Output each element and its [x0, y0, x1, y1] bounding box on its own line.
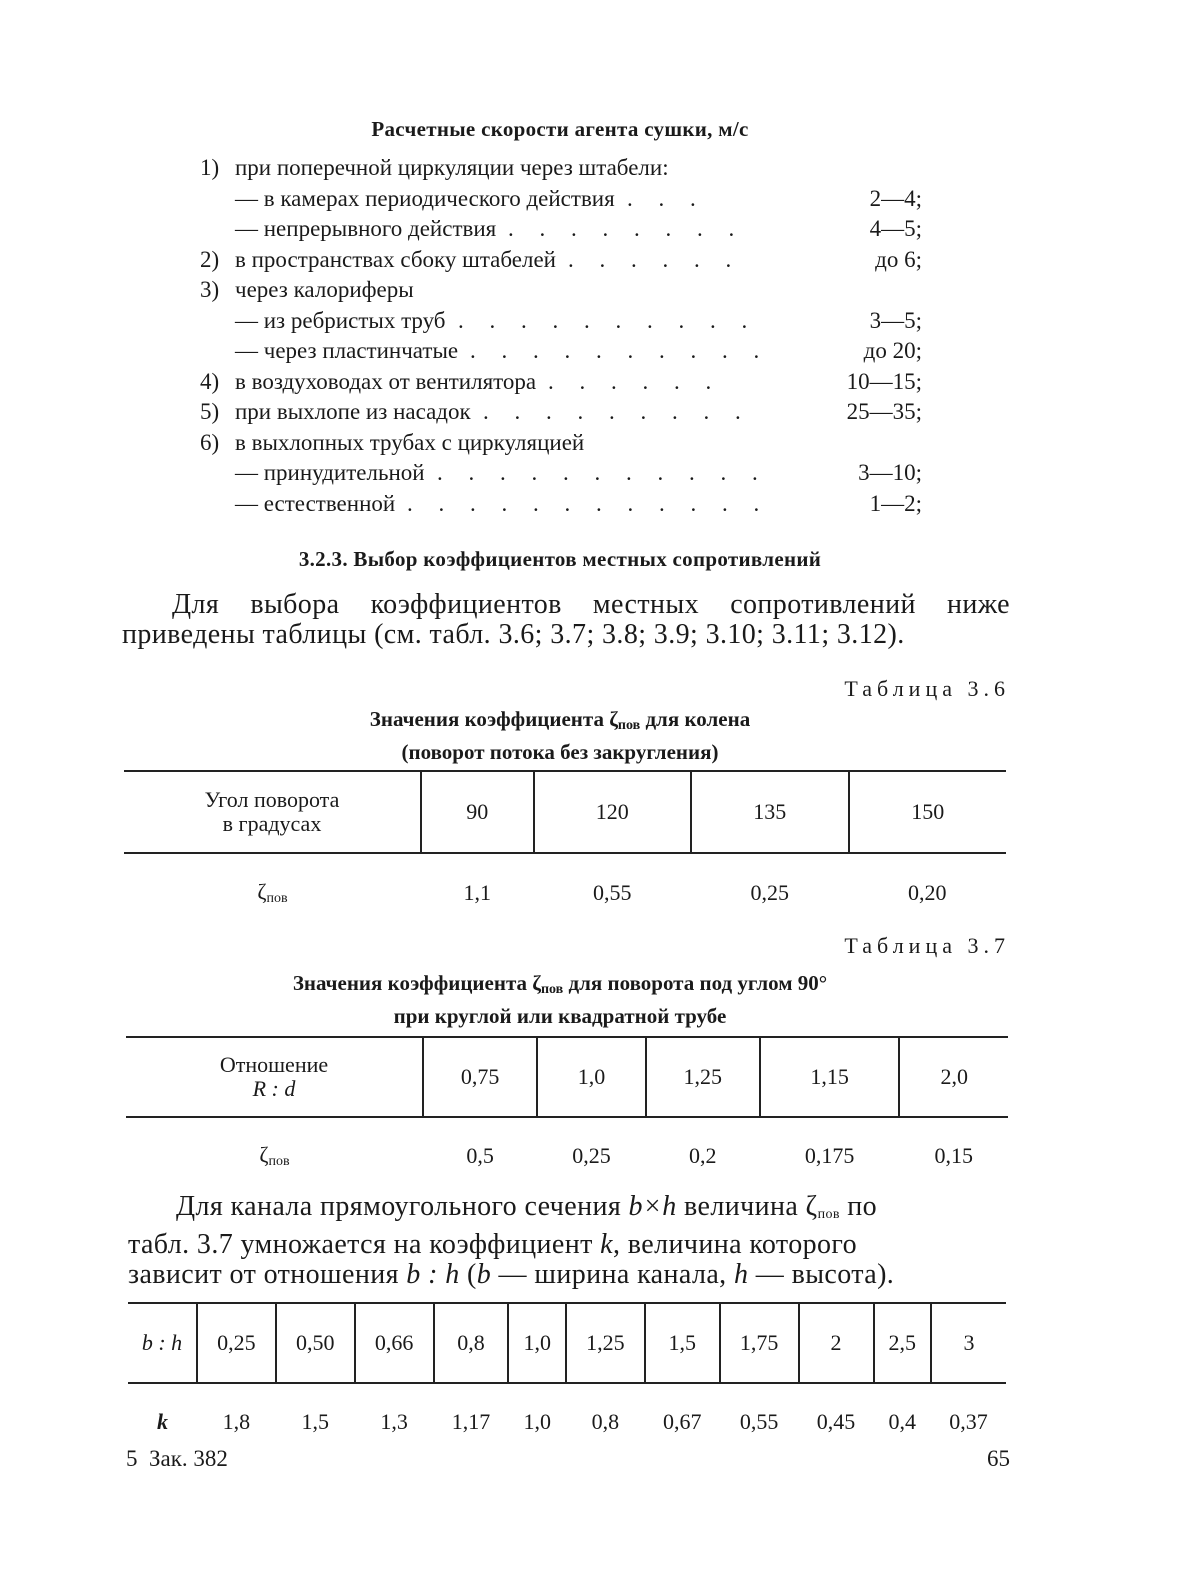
speed-row — [200, 491, 960, 522]
speed-row-text: через калориферы — [235, 277, 414, 302]
speed-row-number: 2) — [200, 246, 220, 272]
table36-header-cell: 90 — [421, 771, 534, 853]
table37-title — [0, 970, 1120, 1029]
para2-var: h — [733, 1259, 749, 1290]
table36-head-label — [124, 771, 421, 853]
speed-row — [200, 277, 960, 308]
table37-header-cell: 1,0 — [537, 1037, 646, 1117]
para2-text: ( — [459, 1259, 477, 1290]
tablek-value-cell: 0,45 — [816, 1408, 856, 1434]
table36 — [124, 770, 1006, 931]
para2-var: k — [600, 1229, 613, 1260]
table36-head-label-line2: в градусах — [222, 811, 322, 836]
speed-row-value: до 6; — [875, 246, 922, 272]
tablek-value-cell: 1,3 — [380, 1408, 408, 1434]
speed-row-text: — непрерывного действия — [235, 216, 497, 241]
tablek-value-cell: 0,37 — [949, 1408, 988, 1434]
speed-row — [200, 186, 960, 217]
tablek-header-cell: 0,66 — [355, 1303, 434, 1383]
paragraph-channel — [128, 1192, 1008, 1290]
tablek-value-cell: 0,4 — [888, 1408, 916, 1434]
table37-header-cell: 1,25 — [646, 1037, 760, 1117]
para2-text: по — [839, 1191, 878, 1222]
speed-row-value: 4—5; — [869, 216, 922, 241]
para2-var: b — [476, 1259, 492, 1290]
leader-dots: . . . . . . . . . . . . — [407, 490, 770, 516]
table36-title-line2: (поворот потока без закругления) — [401, 740, 719, 764]
table37-title-start: Значения коэффициента ζ — [292, 971, 541, 995]
table36-title — [0, 706, 1120, 765]
para2-text: табл. 3.7 умножается на коэффициент — [128, 1229, 601, 1260]
table37-caption: Таблица 3.7 — [844, 933, 1010, 958]
tablek-value-cell: 0,67 — [662, 1408, 702, 1434]
table37-value-cell: 0,15 — [934, 1142, 973, 1168]
section-heading: 3.2.3. Выбор коэффициентов местных сопротивлений — [298, 547, 822, 571]
para2-var: b×h — [628, 1191, 677, 1222]
leader-dots: . . . . . . . . . — [483, 399, 751, 424]
tablek-header-cell: 1,75 — [720, 1303, 799, 1383]
para2-text: зависит от отношения — [128, 1259, 407, 1290]
speed-row-text: — естественной — [235, 490, 396, 516]
speed-row-text: при поперечной циркуляции через штабели: — [235, 155, 669, 180]
table37-header-cell: 2,0 — [899, 1037, 1008, 1117]
tablek-header-cell: 0,25 — [197, 1303, 276, 1383]
table37-title-sub: пов — [540, 982, 564, 997]
table37-header-cell: 0,75 — [423, 1037, 537, 1117]
tablek-header-cell: 0,50 — [276, 1303, 355, 1383]
speed-row — [200, 216, 960, 247]
zeta-symbol: ζ — [259, 1141, 269, 1167]
table36-head-label-line1: Угол поворота — [204, 787, 340, 812]
table37-head-label-line1: Отношение — [219, 1052, 329, 1077]
para2-text: — ширина канала, — [491, 1259, 734, 1290]
leader-dots: . . . . . . — [568, 246, 742, 272]
speed-row — [200, 460, 960, 491]
table36-value-cell: 0,25 — [750, 879, 789, 905]
leader-dots: . . . . . . . . . . . — [437, 460, 768, 485]
speed-row-text: — из ребристых труб — [235, 307, 446, 333]
table37 — [126, 1036, 1008, 1193]
table36-value-cell: 0,55 — [593, 879, 632, 905]
tablek-header-cell: 2 — [799, 1303, 874, 1383]
leader-dots: . . . . . . . . . . — [458, 307, 758, 333]
table37-value-cell: 0,2 — [689, 1142, 717, 1168]
tablek-row-label: k — [157, 1408, 168, 1434]
tablek-value-cell: 1,5 — [301, 1408, 330, 1434]
speed-row — [200, 247, 960, 278]
para2-text: , величина которого — [613, 1229, 857, 1260]
speed-row — [200, 399, 960, 430]
table-k — [128, 1302, 1006, 1459]
tablek-value-cell: 1,0 — [523, 1408, 551, 1434]
speed-row-value: 25—35; — [846, 399, 922, 424]
table36-title-end: для колена — [640, 707, 751, 731]
table36-value-cell: 1,1 — [463, 879, 491, 905]
tablek-header-cell: 2,5 — [874, 1303, 931, 1383]
table36-header-cell: 120 — [534, 771, 692, 853]
speed-row-number: 3) — [200, 277, 220, 302]
table37-value-cell: 0,25 — [572, 1142, 611, 1168]
leader-dots: . . . — [627, 185, 706, 211]
tablek-value-cell: 1,17 — [451, 1408, 491, 1434]
speed-row — [200, 338, 960, 369]
tablek-value-cell: 1,8 — [222, 1408, 251, 1434]
tablek-head-label: b : h — [128, 1303, 197, 1383]
table37-value-cell: 0,175 — [804, 1142, 855, 1168]
tablek-header-cell: 1,5 — [645, 1303, 720, 1383]
leader-dots: . . . . . . . . . . — [470, 338, 770, 363]
speed-row-value: 10—15; — [846, 368, 922, 394]
para2-text: — высота). — [748, 1259, 895, 1290]
tablek-header-cell: 1,0 — [508, 1303, 565, 1383]
para2-text: Для канала прямоугольного сечения — [176, 1191, 629, 1222]
table36-caption: Таблица 3.6 — [844, 676, 1010, 701]
speed-row-value: 1—2; — [869, 490, 922, 516]
table37-row-label — [126, 1117, 423, 1193]
page-number: 65 — [987, 1446, 1010, 1471]
speed-row-text: — принудительной — [235, 460, 425, 485]
speed-row-value: 3—10; — [858, 460, 922, 485]
table37-header-cell: 1,15 — [760, 1037, 900, 1117]
speed-row — [200, 155, 960, 186]
speeds-title: Расчетные скорости агента сушки, м/с — [371, 117, 749, 141]
table36-header-cell: 150 — [849, 771, 1007, 853]
speed-row-value: до 20; — [863, 338, 922, 363]
speed-row — [200, 369, 960, 400]
tablek-value-cell: 0,55 — [739, 1408, 779, 1434]
speed-row-text: в пространствах сбоку штабелей — [235, 246, 556, 272]
section-paragraph: Для выбора коэффициентов местных сопротивлений ниже приведены таблицы (см. табл. 3.6; 3.7; 3.8; 3.9; 3.10; 3.11; 3.12). — [122, 589, 1010, 650]
speed-row — [200, 430, 960, 461]
tablek-header-cell: 1,25 — [566, 1303, 645, 1383]
table36-title-sub: пов — [617, 718, 641, 733]
table37-title-end: для поворота под углом 90° — [563, 971, 828, 995]
tablek-value-cell: 0,8 — [591, 1408, 620, 1434]
table36-header-cell: 135 — [691, 771, 849, 853]
zeta-sub: пов — [266, 890, 288, 906]
speed-row-number: 1) — [200, 155, 220, 180]
tablek-header-cell: 0,8 — [434, 1303, 509, 1383]
speeds-list — [200, 155, 960, 521]
tablek-header-cell: 3 — [931, 1303, 1006, 1383]
para2-var: b : h — [406, 1259, 460, 1290]
speed-row-text: при выхлопе из насадок — [235, 399, 471, 424]
table37-title-line2: при круглой или квадратной трубе — [393, 1004, 727, 1028]
speed-row-text: в воздуховодах от вентилятора — [235, 368, 537, 394]
para2-sub: пов — [817, 1207, 840, 1222]
speed-row-text: в выхлопных трубах с циркуляцией — [235, 429, 585, 455]
table37-value-cell: 0,5 — [466, 1142, 494, 1168]
speed-row-number: 4) — [200, 368, 220, 394]
table37-head-label — [126, 1037, 423, 1117]
table36-value-cell: 0,20 — [908, 879, 947, 905]
speed-row-text: — в камерах периодического действия — [235, 185, 615, 211]
leader-dots: . . . . . . . . — [508, 216, 745, 241]
leader-dots: . . . . . . — [548, 368, 722, 394]
table36-row-label — [124, 853, 421, 931]
speed-row-text: — через пластинчатые — [235, 338, 459, 363]
para2-text: величина ζ — [676, 1191, 818, 1222]
speed-row-number: 6) — [200, 429, 220, 455]
table37-head-label-line2: R : d — [252, 1076, 296, 1101]
speed-row — [200, 308, 960, 339]
zeta-sub: пов — [268, 1153, 290, 1169]
speed-row-value: 2—4; — [869, 185, 922, 211]
table36-title-start: Значения коэффициента ζ — [369, 707, 618, 731]
speed-row-value: 3—5; — [869, 307, 922, 333]
speed-row-number: 5) — [200, 399, 220, 424]
footer-order: 5 Зак. 382 — [126, 1446, 228, 1471]
zeta-symbol: ζ — [257, 878, 267, 904]
